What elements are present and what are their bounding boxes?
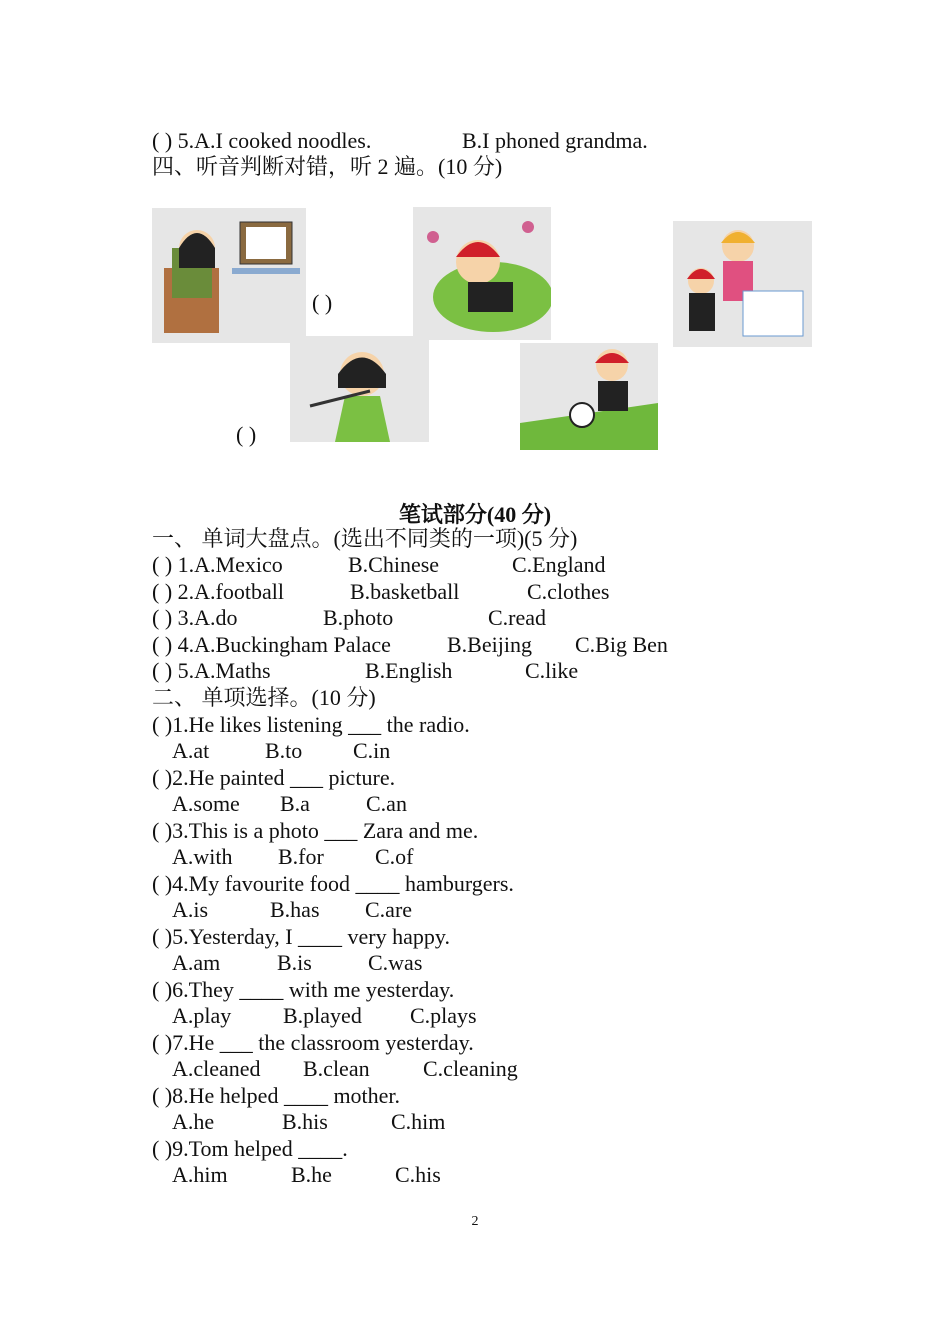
option-c: C.Big Ben (575, 632, 668, 657)
option-b: B.he (291, 1162, 332, 1187)
section4-heading: 四、听音判断对错，听 2 遍。(10 分) (152, 154, 503, 179)
option-a: A.him (172, 1162, 228, 1187)
option-c: C.of (375, 844, 414, 869)
boy-lying-on-grass-icon (413, 207, 551, 340)
option-b: B.photo (323, 605, 394, 630)
girl-playing-flute-icon (290, 336, 429, 442)
option-b: B.a (280, 791, 310, 816)
option-c: C.him (391, 1109, 446, 1134)
option-b: B.his (282, 1109, 328, 1134)
boy-and-mother-washing-dishes-icon (673, 221, 812, 347)
part2-question-9: ( )9.Tom helped ____. (152, 1136, 348, 1161)
option-c: C.are (365, 897, 413, 922)
page-number: 2 (471, 1214, 479, 1229)
option-a: ( ) 1.A.Mexico (152, 552, 283, 577)
listening-q5-option-a: ( ) 5.A.I cooked noodles. (152, 128, 372, 153)
option-a: A.some (172, 791, 240, 816)
answer-blank-2[interactable]: ( ) (236, 422, 257, 447)
girl-watching-tv-icon (152, 208, 306, 343)
part2-question-6: ( )6.They ____ with me yesterday. (152, 977, 455, 1002)
option-a: A.with (172, 844, 233, 869)
answer-blank-1[interactable]: ( ) (312, 290, 333, 315)
option-a: A.at (172, 738, 210, 763)
part2-question-4: ( )4.My favourite food ____ hamburgers. (152, 871, 514, 896)
option-c: C.his (395, 1162, 441, 1187)
option-a: ( ) 5.A.Maths (152, 658, 271, 683)
option-b: B.basketball (350, 579, 460, 604)
option-b: B.has (270, 897, 320, 922)
part2-question-5: ( )5.Yesterday, I ____ very happy. (152, 924, 450, 949)
option-c: C.England (512, 552, 606, 577)
option-a: ( ) 4.A.Buckingham Palace (152, 632, 391, 657)
option-c: C.an (366, 791, 407, 816)
option-a: ( ) 2.A.football (152, 579, 284, 604)
part2-question-3: ( )3.This is a photo ___ Zara and me. (152, 818, 479, 843)
option-c: C.like (525, 658, 579, 683)
option-b: B.for (278, 844, 324, 869)
option-b: B.is (277, 950, 312, 975)
written-part-title: 笔试部分(40 分) (398, 502, 552, 527)
option-b: B.played (283, 1003, 362, 1028)
option-c: C.read (488, 605, 547, 630)
part2-question-1: ( )1.He likes listening ___ the radio. (152, 712, 470, 737)
listening-q5-option-b: B.I phoned grandma. (462, 128, 648, 153)
option-b: B.clean (303, 1056, 370, 1081)
option-c: C.in (353, 738, 391, 763)
option-c: C.clothes (527, 579, 610, 604)
boy-kicking-football-icon (520, 343, 658, 450)
option-c: C.was (368, 950, 423, 975)
option-a: A.cleaned (172, 1056, 261, 1081)
option-a: ( ) 3.A.do (152, 605, 238, 630)
part2-question-8: ( )8.He helped ____ mother. (152, 1083, 401, 1108)
part2-question-7: ( )7.He ___ the classroom yesterday. (152, 1030, 474, 1055)
option-a: A.am (172, 950, 221, 975)
option-b: B.Beijing (447, 632, 532, 657)
part2-question-2: ( )2.He painted ___ picture. (152, 765, 396, 790)
option-c: C.cleaning (423, 1056, 518, 1081)
option-b: B.to (265, 738, 303, 763)
part2-heading: 二、 单项选择。(10 分) (152, 685, 376, 710)
option-b: B.Chinese (348, 552, 440, 577)
option-a: A.he (172, 1109, 215, 1134)
option-a: A.is (172, 897, 209, 922)
option-c: C.plays (410, 1003, 477, 1028)
option-a: A.play (172, 1003, 232, 1028)
option-b: B.English (365, 658, 453, 683)
part1-heading: 一、 单词大盘点。(选出不同类的一项)(5 分) (152, 526, 578, 551)
